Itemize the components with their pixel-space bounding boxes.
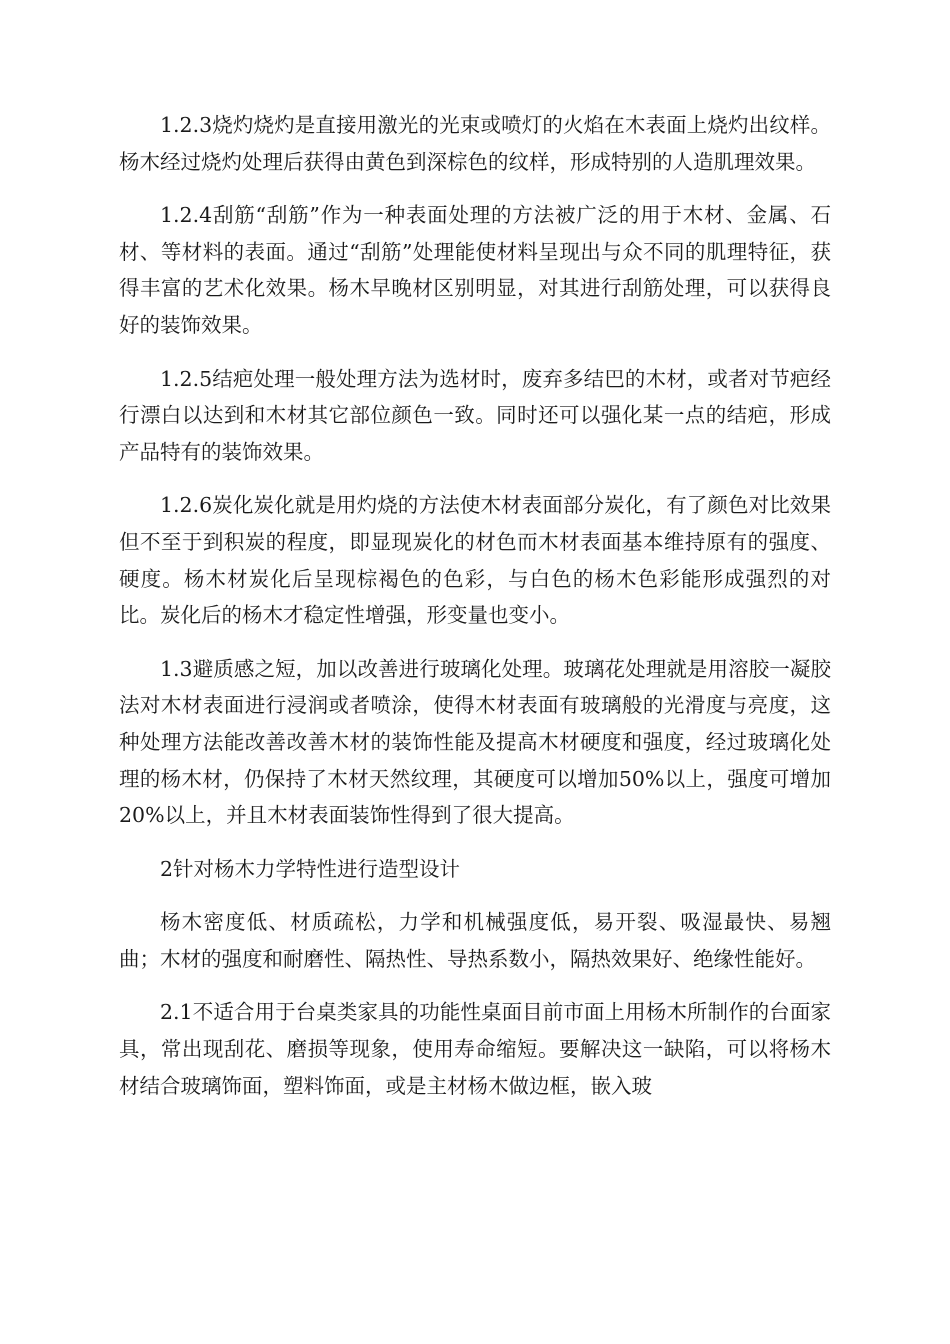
paragraph-1-2-3: 1.2.3烧灼烧灼是直接用激光的光束或喷灯的火焰在木表面上烧灼出纹样。杨木经过烧灼处理后获得由黄色到深棕色的纹样，形成特别的人造肌理效果。: [119, 113, 831, 174]
paragraph-1-2-5: 1.2.5结疤处理一般处理方法为选材时，废弃多结巴的木材，或者对节疤经行漂白以达到和木材其它部位颜色一致。同时还可以强化某一点的结疤，形成产品特有的装饰效果。: [119, 366, 831, 464]
paragraph-1-3: 1.3避质感之短，加以改善进行玻璃化处理。玻璃花处理就是用溶胶一凝胶法对木材表面进行浸润或者喷涂，使得木材表面有玻璃般的光滑度与亮度，这种处理方法能改善改善木材的装饰性能及提高木材硬度和强度，经过玻璃化处理的杨木材，仍保持了木材天然纹理，其硬度可以增加50%以上，强度可增加20%以上，并且木材表面装饰性得到了很大提高。: [119, 656, 831, 828]
paragraph-section-2-intro: 杨木密度低、材质疏松，力学和机械强度低，易开裂、吸湿最快、易翘曲；木材的强度和耐磨性、隔热性、导热系数小，隔热效果好、绝缘性能好。: [119, 910, 831, 971]
document-page: [119, 107, 831, 1121]
section-heading-2: 2针对杨木力学特性进行造型设计: [160, 856, 461, 881]
paragraph-2-1: 2.1不适合用于台桌类家具的功能性桌面目前市面上用杨木所制作的台面家具，常出现刮花、磨损等现象，使用寿命缩短。要解决这一缺陷，可以将杨木材结合玻璃饰面，塑料饰面，或是主材杨木做边框，嵌入玻: [119, 1000, 831, 1098]
paragraph-1-2-4: 1.2.4刮筋“刮筋”作为一种表面处理的方法被广泛的用于木材、金属、石材、等材料的表面。通过“刮筋”处理能使材料呈现出与众不同的肌理特征，获得丰富的艺术化效果。杨木早晚材区别明显，对其进行刮筋处理，可以获得良好的装饰效果。: [119, 203, 831, 337]
paragraph-1-2-6: 1.2.6炭化炭化就是用灼烧的方法使木材表面部分炭化，有了颜色对比效果但不至于到积炭的程度，即显现炭化的材色而木材表面基本维持原有的强度、硬度。杨木材炭化后呈现棕褐色的色彩，与白色的杨木色彩能形成强烈的对比。炭化后的杨木才稳定性增强，形变量也变小。: [119, 493, 831, 628]
